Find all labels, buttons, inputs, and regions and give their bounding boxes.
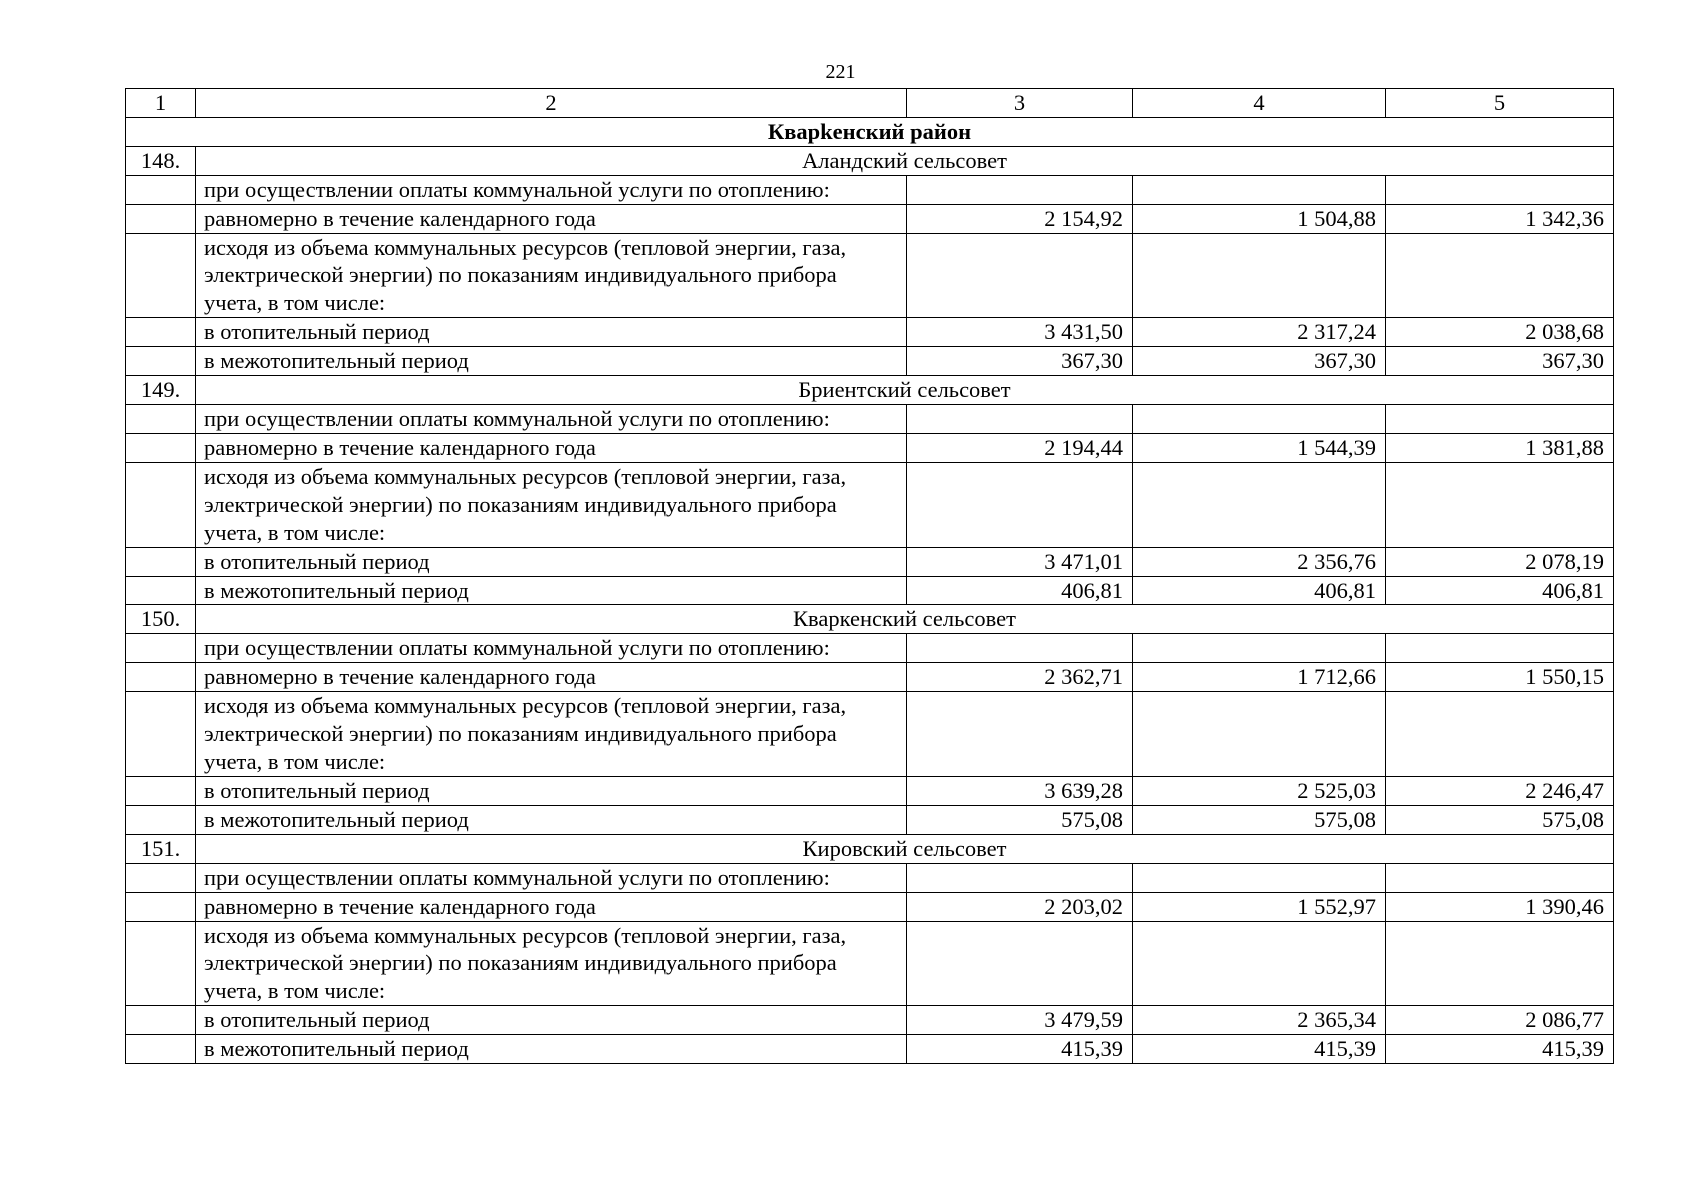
- row-number-cell: [126, 405, 196, 434]
- column-header: 3: [907, 89, 1133, 118]
- value-cell: 367,30: [1133, 347, 1386, 376]
- value-cell: 2 038,68: [1386, 318, 1614, 347]
- row-label: при осуществлении оплаты коммунальной услуги по отоплению:: [196, 175, 907, 204]
- value-cell: [1133, 175, 1386, 204]
- value-cell: 2 317,24: [1133, 318, 1386, 347]
- row-number-cell: [126, 921, 196, 1006]
- value-cell: [1386, 462, 1614, 547]
- row-number-cell: [126, 805, 196, 834]
- value-cell: [1133, 692, 1386, 777]
- value-cell: 2 525,03: [1133, 776, 1386, 805]
- value-cell: 1 342,36: [1386, 204, 1614, 233]
- value-cell: 3 431,50: [907, 318, 1133, 347]
- value-cell: [1386, 634, 1614, 663]
- value-cell: [907, 175, 1133, 204]
- table-row: [126, 863, 1614, 892]
- column-header: 1: [126, 89, 196, 118]
- table-row: [126, 921, 1614, 1006]
- row-label: при осуществлении оплаты коммунальной услуги по отоплению:: [196, 863, 907, 892]
- value-cell: 2 362,71: [907, 663, 1133, 692]
- value-cell: 2 246,47: [1386, 776, 1614, 805]
- column-header-row: [126, 89, 1614, 118]
- table-row: [126, 405, 1614, 434]
- value-cell: 575,08: [907, 805, 1133, 834]
- value-cell: [1133, 405, 1386, 434]
- table-row: [126, 547, 1614, 576]
- value-cell: 406,81: [1133, 576, 1386, 605]
- value-cell: [1386, 405, 1614, 434]
- table-row: [126, 776, 1614, 805]
- row-number-cell: [126, 433, 196, 462]
- row-label: в межотопительный период: [196, 576, 907, 605]
- value-cell: 3 479,59: [907, 1006, 1133, 1035]
- value-cell: [1133, 863, 1386, 892]
- value-cell: [907, 634, 1133, 663]
- row-label: в межотопительный период: [196, 1035, 907, 1064]
- row-number-cell: [126, 547, 196, 576]
- value-cell: 406,81: [907, 576, 1133, 605]
- value-cell: [907, 233, 1133, 318]
- row-label: в отопительный период: [196, 1006, 907, 1035]
- value-cell: 1 712,66: [1133, 663, 1386, 692]
- value-cell: [907, 921, 1133, 1006]
- value-cell: 2 356,76: [1133, 547, 1386, 576]
- row-number-cell: [126, 634, 196, 663]
- section-number: 148.: [126, 146, 196, 175]
- row-number-cell: [126, 204, 196, 233]
- value-cell: 2 203,02: [907, 892, 1133, 921]
- value-cell: 415,39: [907, 1035, 1133, 1064]
- table-row: [126, 433, 1614, 462]
- table-row: [126, 892, 1614, 921]
- tariff-table: [125, 88, 1614, 1064]
- table-row: [126, 805, 1614, 834]
- value-cell: 3 639,28: [907, 776, 1133, 805]
- table-row: [126, 663, 1614, 692]
- value-cell: 2 365,34: [1133, 1006, 1386, 1035]
- section-number: 149.: [126, 376, 196, 405]
- section-name: Кваркенский сельсовет: [196, 605, 1614, 634]
- value-cell: [1386, 233, 1614, 318]
- row-number-cell: [126, 892, 196, 921]
- value-cell: [1133, 233, 1386, 318]
- value-cell: [1133, 634, 1386, 663]
- table-row: [126, 318, 1614, 347]
- column-header: 4: [1133, 89, 1386, 118]
- value-cell: 1 544,39: [1133, 433, 1386, 462]
- table-row: [126, 1006, 1614, 1035]
- table-row: [126, 347, 1614, 376]
- value-cell: [1133, 462, 1386, 547]
- value-cell: 2 194,44: [907, 433, 1133, 462]
- row-label: в отопительный период: [196, 547, 907, 576]
- value-cell: 1 390,46: [1386, 892, 1614, 921]
- value-cell: 1 504,88: [1133, 204, 1386, 233]
- value-cell: 415,39: [1386, 1035, 1614, 1064]
- column-header: 2: [196, 89, 907, 118]
- table-row: [126, 233, 1614, 318]
- section-name: Бриентский сельсовет: [196, 376, 1614, 405]
- row-number-cell: [126, 175, 196, 204]
- value-cell: [1386, 692, 1614, 777]
- row-number-cell: [126, 1035, 196, 1064]
- row-number-cell: [126, 1006, 196, 1035]
- table-row: [126, 462, 1614, 547]
- row-number-cell: [126, 776, 196, 805]
- row-label: в отопительный период: [196, 776, 907, 805]
- row-number-cell: [126, 347, 196, 376]
- value-cell: 1 381,88: [1386, 433, 1614, 462]
- row-label: равномерно в течение календарного года: [196, 204, 907, 233]
- value-cell: 3 471,01: [907, 547, 1133, 576]
- row-label: исходя из объема коммунальных ресурсов (тепловой энергии, газа, электрической энергии) по показаниям индивидуального прибора учета, в том числе:: [196, 233, 907, 318]
- row-label: равномерно в течение календарного года: [196, 663, 907, 692]
- value-cell: 367,30: [1386, 347, 1614, 376]
- value-cell: 575,08: [1133, 805, 1386, 834]
- value-cell: [907, 863, 1133, 892]
- table-row: [126, 175, 1614, 204]
- row-label: исходя из объема коммунальных ресурсов (тепловой энергии, газа, электрической энергии) по показаниям индивидуального прибора учета, в том числе:: [196, 692, 907, 777]
- table-row: [126, 634, 1614, 663]
- row-number-cell: [126, 462, 196, 547]
- value-cell: 406,81: [1386, 576, 1614, 605]
- value-cell: [907, 692, 1133, 777]
- value-cell: [1386, 863, 1614, 892]
- value-cell: [1386, 921, 1614, 1006]
- row-label: в межотопительный период: [196, 347, 907, 376]
- value-cell: 1 550,15: [1386, 663, 1614, 692]
- section-number: 151.: [126, 834, 196, 863]
- section-header-row: [126, 834, 1614, 863]
- row-number-cell: [126, 863, 196, 892]
- value-cell: 1 552,97: [1133, 892, 1386, 921]
- value-cell: 2 078,19: [1386, 547, 1614, 576]
- value-cell: 575,08: [1386, 805, 1614, 834]
- row-label: при осуществлении оплаты коммунальной услуги по отоплению:: [196, 405, 907, 434]
- row-label: исходя из объема коммунальных ресурсов (тепловой энергии, газа, электрической энергии) по показаниям индивидуального прибора учета, в том числе:: [196, 462, 907, 547]
- section-name: Кировский сельсовет: [196, 834, 1614, 863]
- section-header-row: [126, 146, 1614, 175]
- row-label: в отопительный период: [196, 318, 907, 347]
- page-number: 221: [825, 61, 856, 83]
- row-number-cell: [126, 663, 196, 692]
- table-row: [126, 204, 1614, 233]
- row-label: при осуществлении оплаты коммунальной услуги по отоплению:: [196, 634, 907, 663]
- row-number-cell: [126, 318, 196, 347]
- table-row: [126, 576, 1614, 605]
- table-row: [126, 692, 1614, 777]
- row-number-cell: [126, 576, 196, 605]
- section-number: 150.: [126, 605, 196, 634]
- value-cell: [907, 462, 1133, 547]
- value-cell: 415,39: [1133, 1035, 1386, 1064]
- table-row: [126, 1035, 1614, 1064]
- section-header-row: [126, 605, 1614, 634]
- value-cell: 2 086,77: [1386, 1006, 1614, 1035]
- section-header-row: [126, 376, 1614, 405]
- value-cell: 2 154,92: [907, 204, 1133, 233]
- row-label: равномерно в течение календарного года: [196, 433, 907, 462]
- district-title: Кварkенский район: [126, 117, 1614, 146]
- row-number-cell: [126, 233, 196, 318]
- row-label: исходя из объема коммунальных ресурсов (тепловой энергии, газа, электрической энергии) по показаниям индивидуального прибора учета, в том числе:: [196, 921, 907, 1006]
- section-name: Аландский сельсовет: [196, 146, 1614, 175]
- row-number-cell: [126, 692, 196, 777]
- row-label: в межотопительный период: [196, 805, 907, 834]
- row-label: равномерно в течение календарного года: [196, 892, 907, 921]
- column-header: 5: [1386, 89, 1614, 118]
- value-cell: [1386, 175, 1614, 204]
- value-cell: [907, 405, 1133, 434]
- value-cell: [1133, 921, 1386, 1006]
- district-row: [126, 117, 1614, 146]
- value-cell: 367,30: [907, 347, 1133, 376]
